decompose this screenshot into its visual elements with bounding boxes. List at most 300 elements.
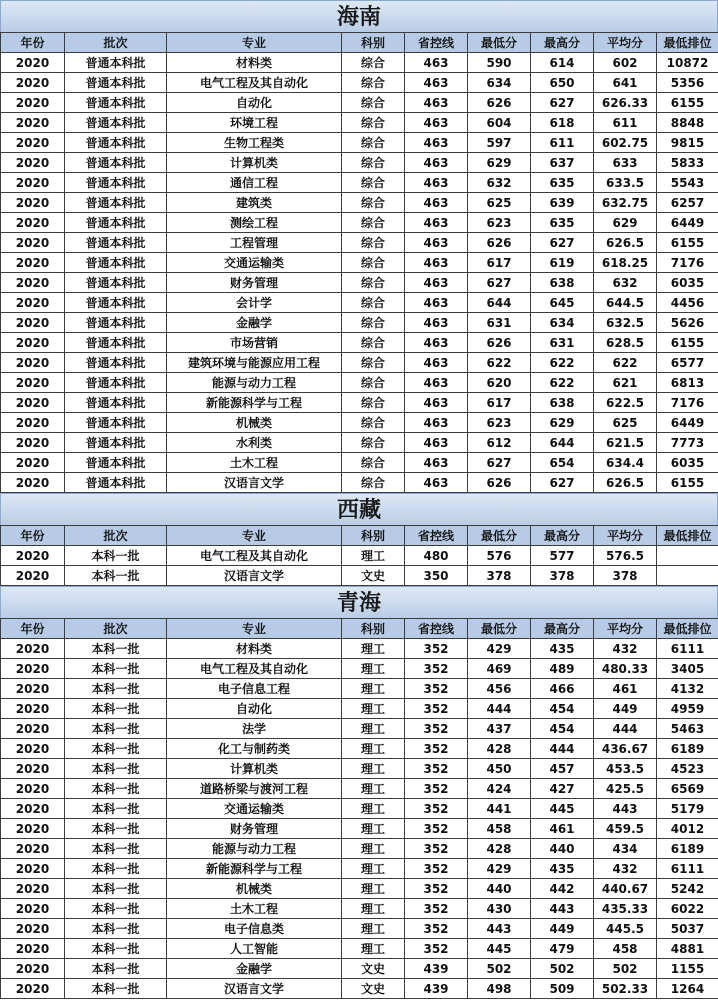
cell-subject: 综合 bbox=[342, 313, 405, 333]
cell-batch: 普通本科批 bbox=[65, 253, 167, 273]
cell-max-score: 634 bbox=[531, 313, 594, 333]
cell-batch: 本科一批 bbox=[65, 899, 167, 919]
cell-batch: 本科一批 bbox=[65, 819, 167, 839]
cell-major: 能源与动力工程 bbox=[167, 839, 342, 859]
cell-year: 2020 bbox=[1, 453, 65, 473]
cell-year: 2020 bbox=[1, 819, 65, 839]
cell-min-rank: 6111 bbox=[657, 859, 718, 879]
cell-min-score: 623 bbox=[468, 213, 531, 233]
cell-year: 2020 bbox=[1, 333, 65, 353]
cell-min-score: 625 bbox=[468, 193, 531, 213]
cell-control-line: 463 bbox=[405, 393, 468, 413]
cell-subject: 理工 bbox=[342, 879, 405, 899]
cell-min-score: 437 bbox=[468, 719, 531, 739]
table-row bbox=[1, 253, 718, 273]
cell-major: 建筑类 bbox=[167, 193, 342, 213]
cell-batch: 普通本科批 bbox=[65, 453, 167, 473]
cell-subject: 综合 bbox=[342, 373, 405, 393]
cell-avg-score: 502 bbox=[594, 959, 657, 979]
cell-control-line: 352 bbox=[405, 839, 468, 859]
cell-control-line: 352 bbox=[405, 939, 468, 959]
cell-max-score: 489 bbox=[531, 659, 594, 679]
cell-min-score: 623 bbox=[468, 413, 531, 433]
cell-control-line: 352 bbox=[405, 899, 468, 919]
column-header-batch: 批次 bbox=[65, 526, 167, 546]
cell-max-score: 445 bbox=[531, 799, 594, 819]
cell-subject: 综合 bbox=[342, 93, 405, 113]
cell-min-score: 428 bbox=[468, 839, 531, 859]
cell-major: 金融学 bbox=[167, 959, 342, 979]
cell-avg-score: 378 bbox=[594, 566, 657, 586]
cell-control-line: 463 bbox=[405, 473, 468, 493]
cell-min-score: 634 bbox=[468, 73, 531, 93]
cell-avg-score: 626.33 bbox=[594, 93, 657, 113]
cell-subject: 理工 bbox=[342, 839, 405, 859]
column-header-min-score: 最低分 bbox=[468, 619, 531, 639]
cell-avg-score: 453.5 bbox=[594, 759, 657, 779]
cell-control-line: 463 bbox=[405, 333, 468, 353]
table-row bbox=[1, 959, 718, 979]
column-header-major: 专业 bbox=[167, 33, 342, 53]
cell-avg-score: 576.5 bbox=[594, 546, 657, 566]
cell-major: 土木工程 bbox=[167, 899, 342, 919]
cell-batch: 本科一批 bbox=[65, 699, 167, 719]
cell-min-rank: 6189 bbox=[657, 739, 718, 759]
table-row bbox=[1, 233, 718, 253]
cell-min-score: 498 bbox=[468, 979, 531, 999]
cell-control-line: 352 bbox=[405, 819, 468, 839]
table-row bbox=[1, 899, 718, 919]
cell-batch: 普通本科批 bbox=[65, 413, 167, 433]
cell-min-rank: 5356 bbox=[657, 73, 718, 93]
cell-year: 2020 bbox=[1, 273, 65, 293]
cell-year: 2020 bbox=[1, 546, 65, 566]
cell-avg-score: 602 bbox=[594, 53, 657, 73]
cell-avg-score: 633 bbox=[594, 153, 657, 173]
cell-subject: 理工 bbox=[342, 819, 405, 839]
cell-subject: 文史 bbox=[342, 566, 405, 586]
cell-avg-score: 621 bbox=[594, 373, 657, 393]
cell-year: 2020 bbox=[1, 173, 65, 193]
region-title: 西藏 bbox=[0, 493, 718, 525]
cell-avg-score: 632 bbox=[594, 273, 657, 293]
cell-min-score: 450 bbox=[468, 759, 531, 779]
cell-control-line: 352 bbox=[405, 739, 468, 759]
region-title: 海南 bbox=[0, 0, 718, 32]
cell-batch: 本科一批 bbox=[65, 939, 167, 959]
cell-major: 电子信息类 bbox=[167, 919, 342, 939]
cell-avg-score: 634.4 bbox=[594, 453, 657, 473]
header-row bbox=[1, 33, 718, 53]
cell-max-score: 479 bbox=[531, 939, 594, 959]
cell-major: 生物工程类 bbox=[167, 133, 342, 153]
cell-max-score: 442 bbox=[531, 879, 594, 899]
cell-control-line: 463 bbox=[405, 73, 468, 93]
table-row bbox=[1, 759, 718, 779]
score-table bbox=[0, 32, 718, 493]
cell-year: 2020 bbox=[1, 193, 65, 213]
cell-major: 汉语言文学 bbox=[167, 979, 342, 999]
cell-year: 2020 bbox=[1, 719, 65, 739]
cell-min-rank: 6449 bbox=[657, 213, 718, 233]
cell-control-line: 463 bbox=[405, 193, 468, 213]
cell-subject: 理工 bbox=[342, 759, 405, 779]
cell-control-line: 463 bbox=[405, 233, 468, 253]
cell-batch: 普通本科批 bbox=[65, 273, 167, 293]
cell-max-score: 443 bbox=[531, 899, 594, 919]
column-header-subject: 科别 bbox=[342, 33, 405, 53]
cell-avg-score: 435.33 bbox=[594, 899, 657, 919]
cell-control-line: 463 bbox=[405, 213, 468, 233]
cell-avg-score: 440.67 bbox=[594, 879, 657, 899]
cell-control-line: 463 bbox=[405, 293, 468, 313]
cell-min-rank: 6035 bbox=[657, 273, 718, 293]
cell-control-line: 352 bbox=[405, 659, 468, 679]
cell-max-score: 644 bbox=[531, 433, 594, 453]
cell-min-score: 456 bbox=[468, 679, 531, 699]
cell-subject: 综合 bbox=[342, 433, 405, 453]
cell-batch: 普通本科批 bbox=[65, 173, 167, 193]
cell-subject: 理工 bbox=[342, 919, 405, 939]
cell-subject: 综合 bbox=[342, 393, 405, 413]
cell-control-line: 352 bbox=[405, 699, 468, 719]
table-row bbox=[1, 113, 718, 133]
table-row bbox=[1, 739, 718, 759]
table-row bbox=[1, 153, 718, 173]
table-row bbox=[1, 453, 718, 473]
cell-avg-score: 602.75 bbox=[594, 133, 657, 153]
cell-batch: 普通本科批 bbox=[65, 93, 167, 113]
cell-year: 2020 bbox=[1, 73, 65, 93]
cell-avg-score: 434 bbox=[594, 839, 657, 859]
cell-max-score: 631 bbox=[531, 333, 594, 353]
cell-min-rank bbox=[657, 546, 718, 566]
cell-subject: 综合 bbox=[342, 253, 405, 273]
table-row bbox=[1, 413, 718, 433]
table-row bbox=[1, 639, 718, 659]
table-row bbox=[1, 859, 718, 879]
cell-max-score: 629 bbox=[531, 413, 594, 433]
cell-min-score: 629 bbox=[468, 153, 531, 173]
cell-subject: 文史 bbox=[342, 959, 405, 979]
cell-max-score: 435 bbox=[531, 859, 594, 879]
cell-max-score: 650 bbox=[531, 73, 594, 93]
cell-control-line: 352 bbox=[405, 779, 468, 799]
cell-max-score: 635 bbox=[531, 173, 594, 193]
cell-year: 2020 bbox=[1, 373, 65, 393]
cell-max-score: 611 bbox=[531, 133, 594, 153]
cell-avg-score: 432 bbox=[594, 859, 657, 879]
cell-min-rank: 6035 bbox=[657, 453, 718, 473]
cell-control-line: 439 bbox=[405, 959, 468, 979]
cell-year: 2020 bbox=[1, 113, 65, 133]
table-row bbox=[1, 546, 718, 566]
table-row bbox=[1, 473, 718, 493]
cell-batch: 普通本科批 bbox=[65, 53, 167, 73]
cell-subject: 综合 bbox=[342, 113, 405, 133]
cell-subject: 理工 bbox=[342, 699, 405, 719]
cell-max-score: 637 bbox=[531, 153, 594, 173]
cell-min-rank: 8848 bbox=[657, 113, 718, 133]
cell-batch: 本科一批 bbox=[65, 919, 167, 939]
table-row bbox=[1, 939, 718, 959]
cell-batch: 普通本科批 bbox=[65, 113, 167, 133]
cell-batch: 本科一批 bbox=[65, 719, 167, 739]
cell-max-score: 449 bbox=[531, 919, 594, 939]
cell-subject: 综合 bbox=[342, 133, 405, 153]
column-header-year: 年份 bbox=[1, 526, 65, 546]
cell-avg-score: 444 bbox=[594, 719, 657, 739]
cell-avg-score: 632.5 bbox=[594, 313, 657, 333]
cell-max-score: 622 bbox=[531, 373, 594, 393]
cell-major: 人工智能 bbox=[167, 939, 342, 959]
cell-batch: 普通本科批 bbox=[65, 473, 167, 493]
cell-min-rank: 5242 bbox=[657, 879, 718, 899]
cell-min-rank: 6022 bbox=[657, 899, 718, 919]
cell-major: 建筑环境与能源应用工程 bbox=[167, 353, 342, 373]
cell-subject: 综合 bbox=[342, 453, 405, 473]
cell-year: 2020 bbox=[1, 699, 65, 719]
cell-batch: 普通本科批 bbox=[65, 333, 167, 353]
cell-year: 2020 bbox=[1, 353, 65, 373]
cell-min-rank: 4881 bbox=[657, 939, 718, 959]
table-row bbox=[1, 353, 718, 373]
region-title: 青海 bbox=[0, 586, 718, 618]
cell-batch: 普通本科批 bbox=[65, 433, 167, 453]
cell-avg-score: 625 bbox=[594, 413, 657, 433]
cell-batch: 本科一批 bbox=[65, 879, 167, 899]
cell-avg-score: 432 bbox=[594, 639, 657, 659]
cell-min-rank: 4959 bbox=[657, 699, 718, 719]
cell-batch: 普通本科批 bbox=[65, 133, 167, 153]
cell-max-score: 577 bbox=[531, 546, 594, 566]
cell-batch: 普通本科批 bbox=[65, 353, 167, 373]
cell-min-score: 443 bbox=[468, 919, 531, 939]
cell-min-rank: 6577 bbox=[657, 353, 718, 373]
cell-batch: 本科一批 bbox=[65, 679, 167, 699]
cell-avg-score: 611 bbox=[594, 113, 657, 133]
cell-control-line: 463 bbox=[405, 273, 468, 293]
cell-min-score: 430 bbox=[468, 899, 531, 919]
cell-max-score: 454 bbox=[531, 719, 594, 739]
cell-avg-score: 628.5 bbox=[594, 333, 657, 353]
cell-subject: 理工 bbox=[342, 739, 405, 759]
cell-control-line: 463 bbox=[405, 53, 468, 73]
cell-control-line: 463 bbox=[405, 413, 468, 433]
cell-subject: 综合 bbox=[342, 273, 405, 293]
cell-avg-score: 443 bbox=[594, 799, 657, 819]
cell-max-score: 627 bbox=[531, 93, 594, 113]
cell-avg-score: 461 bbox=[594, 679, 657, 699]
cell-min-rank: 5463 bbox=[657, 719, 718, 739]
cell-control-line: 463 bbox=[405, 133, 468, 153]
cell-min-score: 644 bbox=[468, 293, 531, 313]
cell-year: 2020 bbox=[1, 566, 65, 586]
table-row bbox=[1, 659, 718, 679]
cell-major: 能源与动力工程 bbox=[167, 373, 342, 393]
column-header-subject: 科别 bbox=[342, 526, 405, 546]
cell-max-score: 638 bbox=[531, 273, 594, 293]
cell-batch: 本科一批 bbox=[65, 779, 167, 799]
cell-min-score: 631 bbox=[468, 313, 531, 333]
cell-min-score: 428 bbox=[468, 739, 531, 759]
cell-subject: 综合 bbox=[342, 213, 405, 233]
cell-major: 交通运输类 bbox=[167, 253, 342, 273]
cell-major: 材料类 bbox=[167, 639, 342, 659]
cell-year: 2020 bbox=[1, 213, 65, 233]
cell-min-score: 502 bbox=[468, 959, 531, 979]
cell-avg-score: 459.5 bbox=[594, 819, 657, 839]
cell-subject: 综合 bbox=[342, 233, 405, 253]
cell-control-line: 352 bbox=[405, 639, 468, 659]
cell-avg-score: 480.33 bbox=[594, 659, 657, 679]
cell-max-score: 454 bbox=[531, 699, 594, 719]
cell-min-score: 429 bbox=[468, 639, 531, 659]
cell-max-score: 444 bbox=[531, 739, 594, 759]
cell-subject: 理工 bbox=[342, 679, 405, 699]
column-header-avg-score: 平均分 bbox=[594, 33, 657, 53]
cell-year: 2020 bbox=[1, 759, 65, 779]
column-header-avg-score: 平均分 bbox=[594, 526, 657, 546]
cell-min-rank: 6155 bbox=[657, 333, 718, 353]
cell-major: 化工与制药类 bbox=[167, 739, 342, 759]
table-row bbox=[1, 779, 718, 799]
column-header-min-rank: 最低排位 bbox=[657, 33, 718, 53]
cell-min-score: 597 bbox=[468, 133, 531, 153]
cell-avg-score: 502.33 bbox=[594, 979, 657, 999]
cell-min-rank: 7176 bbox=[657, 393, 718, 413]
cell-min-rank: 6257 bbox=[657, 193, 718, 213]
table-row bbox=[1, 393, 718, 413]
cell-min-rank: 6155 bbox=[657, 233, 718, 253]
table-row bbox=[1, 679, 718, 699]
cell-year: 2020 bbox=[1, 959, 65, 979]
cell-subject: 理工 bbox=[342, 659, 405, 679]
table-row bbox=[1, 799, 718, 819]
cell-min-score: 458 bbox=[468, 819, 531, 839]
cell-avg-score: 629 bbox=[594, 213, 657, 233]
cell-avg-score: 618.25 bbox=[594, 253, 657, 273]
cell-avg-score: 449 bbox=[594, 699, 657, 719]
cell-subject: 综合 bbox=[342, 353, 405, 373]
cell-max-score: 618 bbox=[531, 113, 594, 133]
table-row bbox=[1, 699, 718, 719]
cell-avg-score: 458 bbox=[594, 939, 657, 959]
cell-max-score: 378 bbox=[531, 566, 594, 586]
cell-subject: 理工 bbox=[342, 546, 405, 566]
cell-batch: 普通本科批 bbox=[65, 233, 167, 253]
table-row bbox=[1, 979, 718, 999]
cell-year: 2020 bbox=[1, 153, 65, 173]
table-row bbox=[1, 313, 718, 333]
cell-subject: 综合 bbox=[342, 293, 405, 313]
table-row bbox=[1, 93, 718, 113]
cell-subject: 综合 bbox=[342, 473, 405, 493]
cell-year: 2020 bbox=[1, 779, 65, 799]
cell-min-score: 378 bbox=[468, 566, 531, 586]
cell-year: 2020 bbox=[1, 93, 65, 113]
table-row bbox=[1, 293, 718, 313]
cell-batch: 普通本科批 bbox=[65, 293, 167, 313]
cell-max-score: 427 bbox=[531, 779, 594, 799]
column-header-major: 专业 bbox=[167, 619, 342, 639]
cell-min-score: 469 bbox=[468, 659, 531, 679]
cell-control-line: 463 bbox=[405, 113, 468, 133]
table-row bbox=[1, 133, 718, 153]
cell-major: 电气工程及其自动化 bbox=[167, 73, 342, 93]
cell-min-score: 627 bbox=[468, 273, 531, 293]
cell-batch: 本科一批 bbox=[65, 839, 167, 859]
cell-batch: 本科一批 bbox=[65, 799, 167, 819]
cell-year: 2020 bbox=[1, 293, 65, 313]
cell-min-rank: 6189 bbox=[657, 839, 718, 859]
cell-major: 计算机类 bbox=[167, 759, 342, 779]
cell-control-line: 463 bbox=[405, 313, 468, 333]
cell-min-rank: 4456 bbox=[657, 293, 718, 313]
cell-year: 2020 bbox=[1, 313, 65, 333]
cell-min-score: 604 bbox=[468, 113, 531, 133]
cell-major: 计算机类 bbox=[167, 153, 342, 173]
table-row bbox=[1, 819, 718, 839]
cell-major: 财务管理 bbox=[167, 819, 342, 839]
cell-major: 道路桥梁与渡河工程 bbox=[167, 779, 342, 799]
cell-max-score: 619 bbox=[531, 253, 594, 273]
cell-batch: 本科一批 bbox=[65, 739, 167, 759]
cell-min-score: 590 bbox=[468, 53, 531, 73]
cell-batch: 本科一批 bbox=[65, 759, 167, 779]
cell-max-score: 622 bbox=[531, 353, 594, 373]
cell-major: 水利类 bbox=[167, 433, 342, 453]
cell-control-line: 352 bbox=[405, 799, 468, 819]
cell-subject: 综合 bbox=[342, 153, 405, 173]
cell-min-rank: 5543 bbox=[657, 173, 718, 193]
cell-batch: 本科一批 bbox=[65, 546, 167, 566]
cell-min-score: 576 bbox=[468, 546, 531, 566]
header-row bbox=[1, 619, 718, 639]
cell-batch: 普通本科批 bbox=[65, 73, 167, 93]
cell-min-score: 622 bbox=[468, 353, 531, 373]
table-row bbox=[1, 53, 718, 73]
cell-batch: 本科一批 bbox=[65, 566, 167, 586]
cell-min-rank: 6155 bbox=[657, 473, 718, 493]
cell-major: 自动化 bbox=[167, 93, 342, 113]
cell-max-score: 654 bbox=[531, 453, 594, 473]
cell-subject: 理工 bbox=[342, 639, 405, 659]
cell-avg-score: 626.5 bbox=[594, 473, 657, 493]
cell-subject: 综合 bbox=[342, 73, 405, 93]
cell-control-line: 352 bbox=[405, 919, 468, 939]
cell-avg-score: 633.5 bbox=[594, 173, 657, 193]
cell-year: 2020 bbox=[1, 413, 65, 433]
column-header-min-rank: 最低排位 bbox=[657, 619, 718, 639]
cell-subject: 综合 bbox=[342, 53, 405, 73]
cell-min-score: 444 bbox=[468, 699, 531, 719]
cell-min-score: 424 bbox=[468, 779, 531, 799]
cell-subject: 理工 bbox=[342, 719, 405, 739]
cell-year: 2020 bbox=[1, 919, 65, 939]
cell-avg-score: 436.67 bbox=[594, 739, 657, 759]
cell-year: 2020 bbox=[1, 133, 65, 153]
column-header-control-line: 省控线 bbox=[405, 33, 468, 53]
table-row bbox=[1, 333, 718, 353]
cell-major: 金融学 bbox=[167, 313, 342, 333]
cell-year: 2020 bbox=[1, 939, 65, 959]
cell-year: 2020 bbox=[1, 53, 65, 73]
cell-min-rank: 4523 bbox=[657, 759, 718, 779]
cell-subject: 综合 bbox=[342, 413, 405, 433]
cell-control-line: 463 bbox=[405, 93, 468, 113]
cell-major: 土木工程 bbox=[167, 453, 342, 473]
